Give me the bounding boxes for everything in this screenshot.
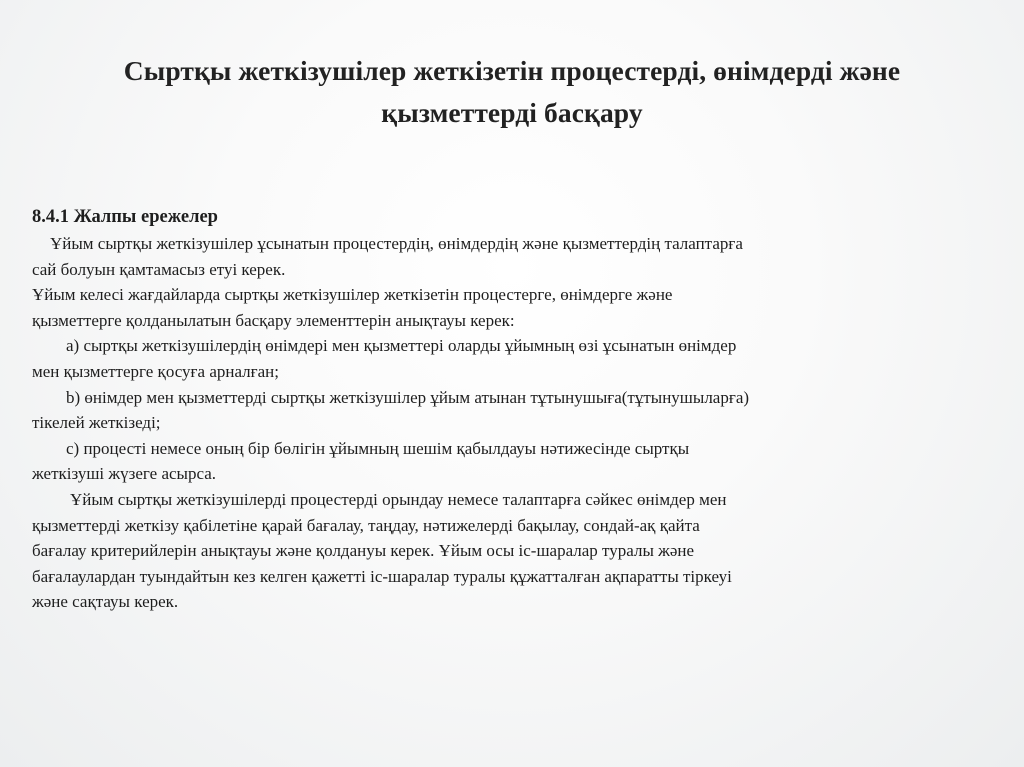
body-line: тікелей жеткізеді; bbox=[32, 413, 161, 433]
body-line: жеткізуші жүзеге асырса. bbox=[32, 464, 217, 484]
slide-title-line-2: қызметтерді басқару bbox=[381, 97, 643, 128]
section-heading: 8.4.1 Жалпы ережелер bbox=[32, 207, 218, 227]
body-line: сай болуын қамтамасыз етуі керек. bbox=[32, 259, 286, 279]
body-line: бағалау критерийлерін анықтауы және қолдануы керек. Ұйым осы іс-шаралар туралы және bbox=[32, 541, 695, 561]
slide-body bbox=[32, 203, 1007, 615]
body-line: Ұйым сыртқы жеткізушілерді процестерді орындау немесе талаптарға сәйкес өнімдер мен bbox=[70, 489, 727, 509]
body-line: қызметтерге қолданылатын басқару элементтерін анықтауы керек: bbox=[32, 310, 515, 330]
body-line: қызметтерді жеткізу қабілетіне қарай бағалау, таңдау, нәтижелерді бақылау, сондай-ақ қайта bbox=[32, 515, 700, 535]
list-item-a: а) сыртқы жеткізушілердің өнімдері мен қызметтері оларды ұйымның өзі ұсынатын өнімдер bbox=[66, 336, 737, 356]
slide-title-line-1: Сыртқы жеткізушілер жеткізетін процестерді, өнімдерді және bbox=[123, 55, 901, 86]
body-line: мен қызметтерге қосуға арналған; bbox=[32, 361, 279, 381]
body-line: Ұйым сыртқы жеткізушілер ұсынатын процестердің, өнімдердің және қызметтердің талаптарға bbox=[50, 234, 743, 253]
list-item-c: c) процесті немесе оның бір бөлігін ұйымның шешім қабылдауы нәтижесінде сыртқы bbox=[66, 438, 690, 458]
body-line: және сақтауы керек. bbox=[32, 592, 179, 612]
body-line: бағалаулардан туындайтын кез келген қажетті іс-шаралар туралы құжатталған ақпаратты тіркеуі bbox=[32, 566, 732, 586]
list-item-b: b) өнімдер мен қызметтерді сыртқы жеткізушілер ұйым атынан тұтынушыға(тұтынушыларға) bbox=[66, 387, 750, 407]
slide-title bbox=[20, 50, 1004, 134]
body-line: Ұйым келесі жағдайларда сыртқы жеткізушілер жеткізетін процестерге, өнімдерге және bbox=[32, 285, 673, 305]
